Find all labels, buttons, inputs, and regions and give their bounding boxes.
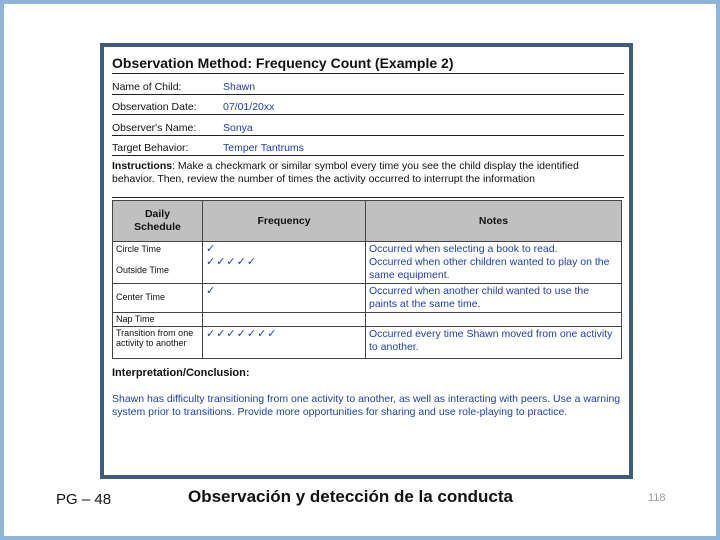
header-frequency: Frequency	[203, 201, 366, 242]
frequency-cell	[203, 327, 366, 359]
schedule-item: Nap Time	[116, 314, 155, 324]
note-text: Occurred when another child wanted to use the paints at the same time.	[369, 285, 590, 310]
table-row	[113, 284, 622, 313]
field-label: Target Behavior:	[112, 142, 189, 154]
form-title: Observation Method: Frequency Count (Example 2)	[112, 51, 624, 74]
instructions-text: : Make a checkmark or similar symbol every time you see the child display the identified behavior. Then, review the number of times the activity occurred to interrupt the information	[112, 160, 579, 185]
frequency-marks: ✓✓✓✓✓✓✓	[206, 328, 278, 340]
header-notes: Notes	[366, 201, 622, 242]
field-row-observation-date	[112, 95, 624, 116]
field-row-observer-name	[112, 115, 624, 136]
field-value: Sonya	[223, 121, 253, 134]
note-text: Occurred every time Shawn moved from one activity to another.	[369, 328, 613, 353]
table-row	[113, 313, 622, 327]
slide-number: 118	[648, 492, 666, 504]
frequency-cell	[203, 284, 366, 313]
frequency-marks: ✓	[206, 285, 217, 297]
frequency-table	[112, 200, 622, 359]
observation-form	[100, 43, 633, 479]
field-row-target-behavior	[112, 136, 624, 157]
field-label: Observation Date:	[112, 101, 197, 113]
table-row	[113, 327, 622, 359]
frequency-cell	[203, 313, 366, 327]
note-text: Occurred when other children wanted to play on the same equipment.	[369, 256, 610, 281]
schedule-item: Transition from one activity to another	[116, 328, 194, 348]
field-value: 07/01/20xx	[223, 101, 275, 113]
notes-cell	[366, 327, 622, 359]
notes-cell	[366, 313, 622, 327]
footer-page-code: PG – 48	[56, 491, 112, 508]
note-text: Occurred when selecting a book to read.	[369, 243, 558, 255]
frequency-marks: ✓✓✓✓✓	[206, 256, 258, 268]
notes-cell	[366, 284, 622, 313]
field-value: Shawn	[223, 80, 256, 93]
schedule-item: Circle Time	[116, 244, 162, 254]
notes-cell	[366, 242, 622, 284]
schedule-cell	[113, 242, 203, 284]
schedule-cell	[113, 313, 203, 327]
frequency-marks: ✓	[206, 243, 217, 255]
instructions-label: Instructions	[112, 160, 173, 172]
field-label: Name of Child:	[112, 80, 182, 93]
field-label: Observer's Name:	[112, 121, 197, 134]
schedule-cell	[113, 327, 203, 359]
schedule-cell	[113, 284, 203, 313]
field-value: Temper Tantrums	[223, 142, 304, 154]
conclusion-text: Shawn has difficulty transitioning from one activity to another, as well as interacting with peers. Use a warning system prior to transitions. Provide more opportunities for sharing and use role-playing to practice.	[112, 393, 621, 418]
schedule-item: Outside Time	[116, 265, 170, 275]
field-row-child-name	[112, 74, 624, 95]
table-header-row	[113, 201, 622, 242]
instructions	[112, 160, 624, 198]
frequency-cell	[203, 242, 366, 284]
footer-title: Observación y detección de la conducta	[188, 487, 513, 506]
interpretation-title: Interpretation/Conclusion:	[112, 367, 250, 379]
table-row	[113, 242, 622, 284]
schedule-item: Center Time	[116, 292, 166, 302]
header-daily-schedule: Daily Schedule	[113, 201, 203, 242]
